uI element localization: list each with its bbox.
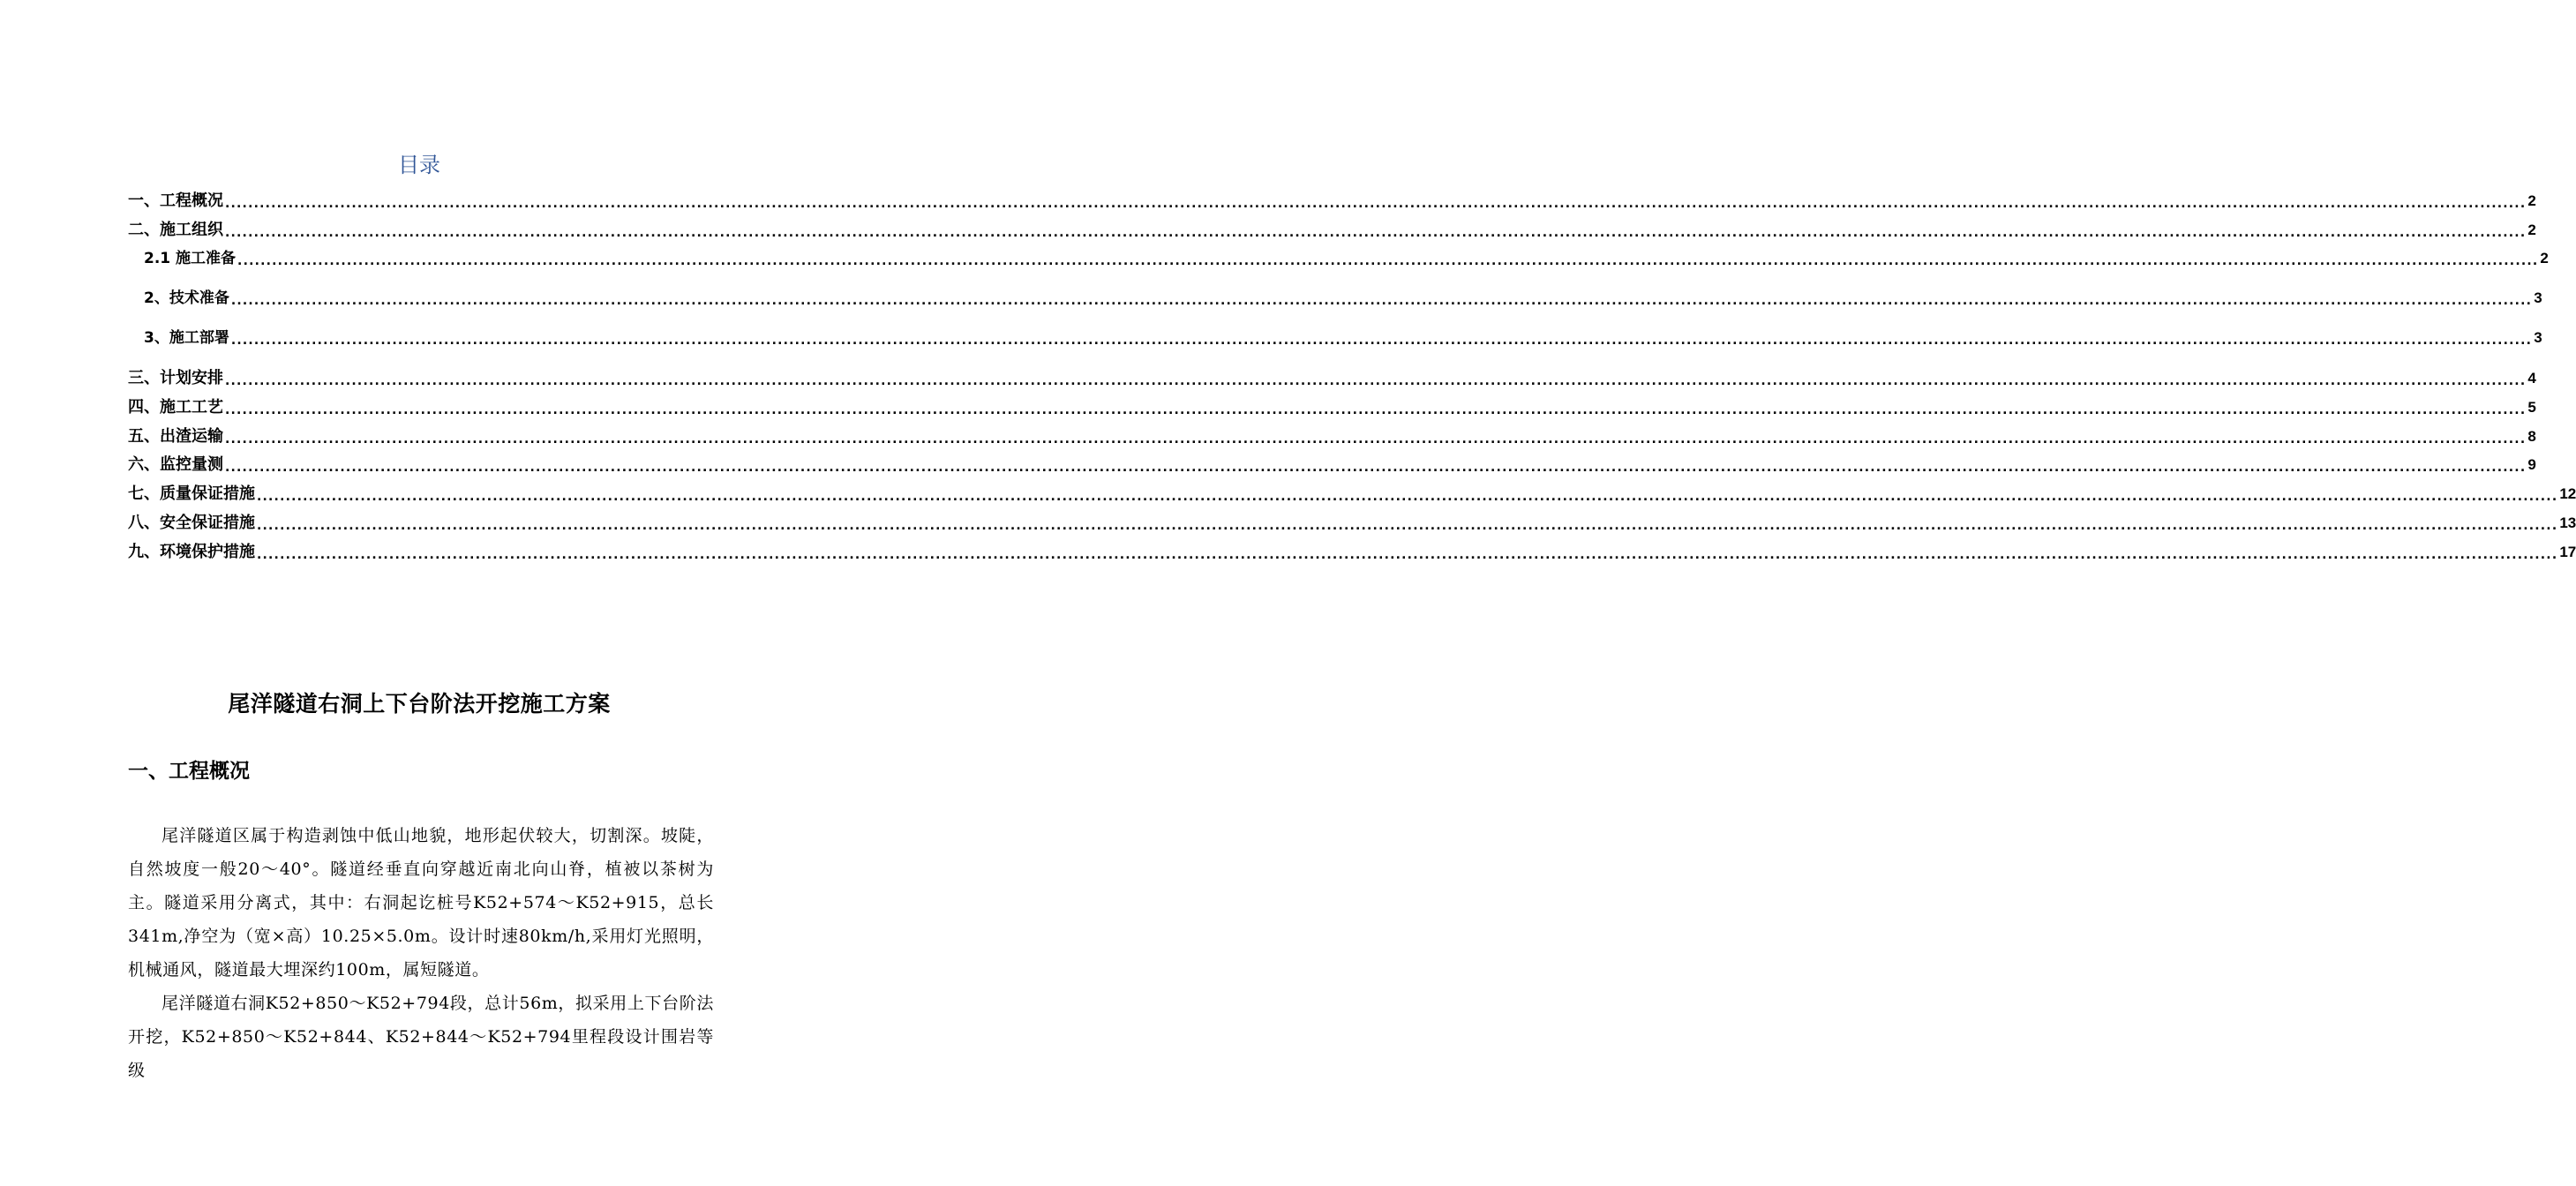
- toc-entry-page: 9: [2527, 456, 2536, 473]
- toc-leader-dots: ................................................................................................................................................................................................................................................................................................................................................................................................................: [225, 226, 2527, 240]
- toc-entry-7[interactable]: [128, 396, 2536, 419]
- paragraph: 尾洋隧道区属于构造剥蚀中低山地貌，地形起伏较大，切割深。坡陡，自然坡度一般20～40°。隧道经垂直向穿越近南北向山脊，植被以茶树为主。隧道采用分离式，其中：右洞起讫桩号K52+574～K52+915，总长341m,净空为（宽×高）10.25×5.0m。设计时速80km/h,采用灯光照明，机械通风，隧道最大埋深约100m，属短隧道。: [128, 826, 714, 980]
- toc-entry-label: 八、安全保证措施: [128, 514, 255, 532]
- toc-leader-dots: ................................................................................................................................................................................................................................................................................................................................................................................................................: [257, 519, 2558, 533]
- toc-leader-dots: ................................................................................................................................................................................................................................................................................................................................................................................................................: [225, 432, 2527, 447]
- toc-leader-dots: ................................................................................................................................................................................................................................................................................................................................................................................................................: [225, 374, 2527, 388]
- toc-leader-dots: ................................................................................................................................................................................................................................................................................................................................................................................................................: [230, 334, 2533, 348]
- toc-entry-page: 2: [2527, 192, 2536, 209]
- toc-leader-dots: ................................................................................................................................................................................................................................................................................................................................................................................................................: [225, 461, 2527, 475]
- toc-leader-dots: ................................................................................................................................................................................................................................................................................................................................................................................................................: [257, 490, 2558, 504]
- toc-entry-page: 13: [2559, 514, 2576, 531]
- toc-entry-5[interactable]: [144, 327, 2542, 349]
- toc-entry-11[interactable]: [128, 512, 2576, 535]
- toc-entry-2[interactable]: [128, 219, 2536, 242]
- toc-entry-page: 2: [2527, 221, 2536, 238]
- toc-entry-12[interactable]: [128, 541, 2576, 564]
- toc-entry-1[interactable]: [128, 190, 2536, 213]
- toc-entry-page: 17: [2559, 544, 2576, 560]
- toc-entry-label: 三、计划安排: [128, 369, 223, 387]
- toc-leader-dots: ................................................................................................................................................................................................................................................................................................................................................................................................................: [257, 548, 2558, 562]
- document-title: 尾洋隧道右洞上下台阶法开挖施工方案: [228, 691, 611, 717]
- paragraph: 尾洋隧道右洞K52+850～K52+794段，总计56m，拟采用上下台阶法开挖，K52+850～K52+844、K52+844～K52+794里程段设计围岩等级: [128, 994, 714, 1080]
- toc-entry-8[interactable]: [128, 425, 2536, 448]
- toc-entry-page: 4: [2527, 370, 2536, 387]
- toc-entry-label: 二、施工组织: [128, 221, 223, 239]
- toc-entry-page: 2: [2540, 250, 2549, 266]
- section-heading: 一、工程概况: [128, 760, 250, 783]
- toc-entry-10[interactable]: [128, 483, 2576, 506]
- toc-entry-page: 8: [2527, 428, 2536, 445]
- toc-entry-label: 七、质量保证措施: [128, 484, 255, 503]
- toc-entry-label: 一、工程概况: [128, 191, 223, 210]
- toc-entry-3[interactable]: [144, 247, 2549, 270]
- toc-entry-6[interactable]: [128, 367, 2536, 390]
- toc-entry-label: 3、施工部署: [144, 329, 229, 347]
- toc-entry-label: 九、环境保护措施: [128, 543, 255, 561]
- toc-entry-label: 2、技术准备: [144, 289, 229, 307]
- toc-entry-page: 3: [2534, 329, 2542, 346]
- toc-entry-label: 五、出渣运输: [128, 427, 223, 446]
- toc-leader-dots: ................................................................................................................................................................................................................................................................................................................................................................................................................: [230, 294, 2533, 308]
- toc-leader-dots: ................................................................................................................................................................................................................................................................................................................................................................................................................: [225, 197, 2527, 211]
- toc-entry-label: 四、施工工艺: [128, 398, 223, 417]
- toc-title: 目录: [398, 153, 440, 177]
- toc-leader-dots: ................................................................................................................................................................................................................................................................................................................................................................................................................: [225, 403, 2527, 417]
- toc-entry-9[interactable]: [128, 454, 2536, 477]
- toc-entry-4[interactable]: [144, 287, 2542, 310]
- toc-entry-page: 3: [2534, 289, 2542, 306]
- toc-entry-page: 12: [2559, 485, 2576, 502]
- toc-entry-page: 5: [2527, 399, 2536, 416]
- toc-leader-dots: ................................................................................................................................................................................................................................................................................................................................................................................................................: [237, 254, 2539, 268]
- toc-entry-label: 2.1 施工准备: [144, 250, 237, 267]
- toc-entry-label: 六、监控量测: [128, 455, 223, 474]
- body-text: [128, 819, 714, 1087]
